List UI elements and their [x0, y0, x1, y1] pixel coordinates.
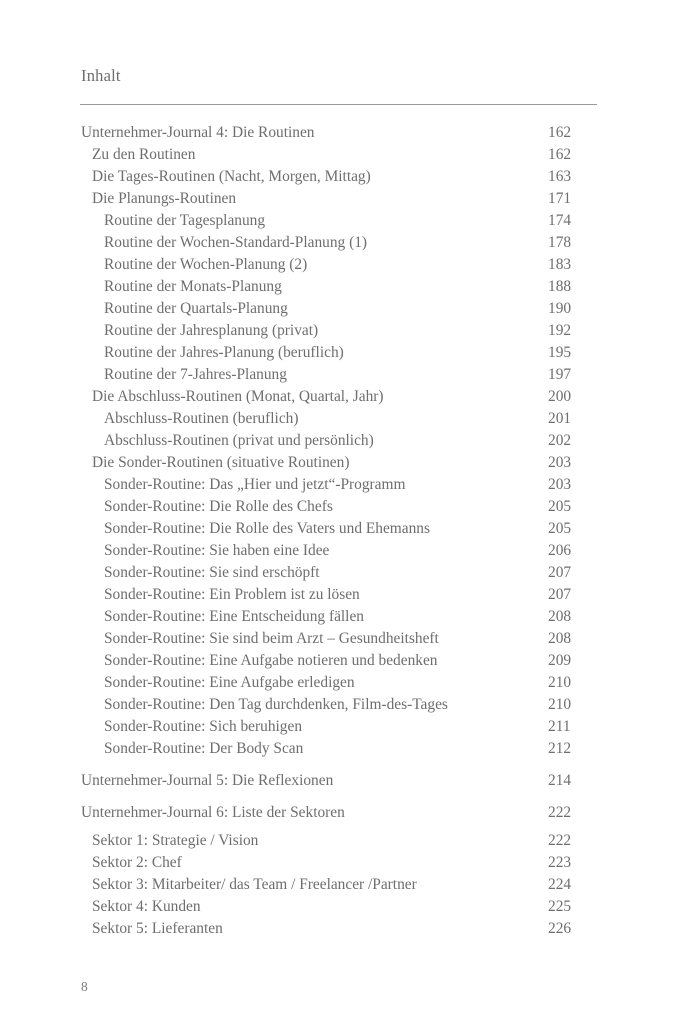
toc-entry-page-number: 174: [548, 212, 572, 229]
toc-entry-title: Die Sonder-Routinen (situative Routinen): [92, 454, 350, 471]
toc-entry-title: Sonder-Routine: Das „Hier und jetzt“-Programm: [104, 476, 406, 493]
toc-entry-title: Die Tages-Routinen (Nacht, Morgen, Mittag): [92, 168, 371, 185]
toc-entry[interactable]: [0, 210, 687, 232]
toc-entry-page-number: 209: [548, 652, 572, 669]
toc-entry-title: Sektor 2: Chef: [92, 854, 182, 871]
toc-entry-title: Sonder-Routine: Die Rolle des Vaters und Ehemanns: [104, 520, 430, 537]
toc-entry-title: Routine der Wochen-Planung (2): [104, 256, 308, 273]
toc-entry-page-number: 223: [548, 854, 572, 871]
toc-entry-page-number: 214: [548, 772, 572, 789]
toc-entry[interactable]: [0, 770, 687, 792]
toc-entry[interactable]: [0, 364, 687, 386]
toc-entry[interactable]: [0, 896, 687, 918]
toc-entry-page-number: 222: [548, 804, 572, 821]
toc-entry-page-number: 206: [548, 542, 572, 559]
toc-entry[interactable]: [0, 830, 687, 852]
toc-entry[interactable]: [0, 320, 687, 342]
toc-entry-page-number: 197: [548, 366, 572, 383]
toc-entry-title: Sonder-Routine: Sie sind erschöpft: [104, 564, 320, 581]
toc-entry-title: Unternehmer-Journal 4: Die Routinen: [81, 124, 315, 141]
toc-entry-page-number: 202: [548, 432, 572, 449]
toc-entry-page-number: 222: [548, 832, 572, 849]
toc-entry-title: Die Abschluss-Routinen (Monat, Quartal, Jahr): [92, 388, 384, 405]
toc-entry-title: Sonder-Routine: Sich beruhigen: [104, 718, 303, 735]
toc-entry-page-number: 162: [548, 146, 572, 163]
toc-entry[interactable]: [0, 298, 687, 320]
toc-entry-title: Routine der Wochen-Standard-Planung (1): [104, 234, 368, 251]
toc-entry-page-number: 211: [548, 718, 571, 735]
toc-entry[interactable]: [0, 408, 687, 430]
toc-entry-page-number: 200: [548, 388, 572, 405]
toc-entry-page-number: 225: [548, 898, 572, 915]
toc-entry[interactable]: [0, 874, 687, 896]
toc-entry[interactable]: [0, 918, 687, 940]
toc-entry[interactable]: [0, 276, 687, 298]
toc-entry-title: Sonder-Routine: Sie sind beim Arzt – Gesundheitsheft: [104, 630, 439, 647]
toc-entry[interactable]: [0, 672, 687, 694]
toc-entry-title: Sonder-Routine: Die Rolle des Chefs: [104, 498, 333, 515]
toc-entry[interactable]: [0, 584, 687, 606]
toc-entry[interactable]: [0, 802, 687, 824]
header-divider: [80, 104, 597, 105]
toc-entry[interactable]: [0, 188, 687, 210]
toc-entry-page-number: 188: [548, 278, 572, 295]
toc-entry[interactable]: [0, 166, 687, 188]
toc-entry-page-number: 171: [548, 190, 572, 207]
toc-entry-page-number: 163: [548, 168, 572, 185]
toc-entry[interactable]: [0, 232, 687, 254]
toc-entry[interactable]: [0, 606, 687, 628]
toc-entry-title: Routine der Jahresplanung (privat): [104, 322, 319, 339]
toc-entry-page-number: 162: [548, 124, 572, 141]
toc-entry-title: Sektor 5: Lieferanten: [92, 920, 223, 937]
toc-entry-page-number: 203: [548, 454, 572, 471]
toc-entry[interactable]: [0, 496, 687, 518]
toc-entry[interactable]: [0, 716, 687, 738]
footer-page-number: 8: [81, 979, 88, 994]
toc-entry-title: Zu den Routinen: [92, 146, 196, 163]
toc-entry-title: Abschluss-Routinen (beruflich): [104, 410, 299, 427]
toc-entry[interactable]: [0, 540, 687, 562]
toc-entry-title: Routine der Monats-Planung: [104, 278, 282, 295]
toc-entry-page-number: 192: [548, 322, 572, 339]
toc-entry[interactable]: [0, 562, 687, 584]
toc-entry[interactable]: [0, 122, 687, 144]
toc-entry[interactable]: [0, 452, 687, 474]
table-of-contents: [0, 122, 687, 940]
toc-entry-page-number: 178: [548, 234, 572, 251]
toc-entry-title: Sektor 4: Kunden: [92, 898, 201, 915]
toc-entry-page-number: 210: [548, 696, 572, 713]
toc-entry[interactable]: [0, 628, 687, 650]
toc-entry[interactable]: [0, 144, 687, 166]
toc-entry-title: Sonder-Routine: Sie haben eine Idee: [104, 542, 330, 559]
toc-entry-page-number: 190: [548, 300, 572, 317]
toc-entry-page-number: 226: [548, 920, 572, 937]
toc-entry-page-number: 208: [548, 630, 572, 647]
toc-entry-page-number: 224: [548, 876, 572, 893]
toc-entry[interactable]: [0, 694, 687, 716]
toc-entry[interactable]: [0, 738, 687, 760]
toc-entry-title: Unternehmer-Journal 5: Die Reflexionen: [81, 772, 334, 789]
toc-entry-page-number: 201: [548, 410, 572, 427]
toc-entry[interactable]: [0, 474, 687, 496]
toc-entry-page-number: 203: [548, 476, 572, 493]
toc-entry-title: Sektor 1: Strategie / Vision: [92, 832, 259, 849]
toc-entry-title: Sonder-Routine: Ein Problem ist zu lösen: [104, 586, 360, 603]
toc-entry-page-number: 205: [548, 498, 572, 515]
toc-entry-title: Sonder-Routine: Der Body Scan: [104, 740, 304, 757]
toc-entry-page-number: 208: [548, 608, 572, 625]
toc-entry-title: Abschluss-Routinen (privat und persönlich): [104, 432, 374, 449]
toc-entry-title: Unternehmer-Journal 6: Liste der Sektoren: [81, 804, 345, 821]
toc-entry-page-number: 212: [548, 740, 572, 757]
toc-entry[interactable]: [0, 342, 687, 364]
toc-entry-title: Sonder-Routine: Eine Entscheidung fällen: [104, 608, 364, 625]
toc-entry-title: Sonder-Routine: Eine Aufgabe erledigen: [104, 674, 355, 691]
toc-entry-title: Routine der 7-Jahres-Planung: [104, 366, 287, 383]
toc-entry-page-number: 195: [548, 344, 572, 361]
toc-entry-title: Sonder-Routine: Eine Aufgabe notieren und bedenken: [104, 652, 438, 669]
toc-entry-title: Die Planungs-Routinen: [92, 190, 237, 207]
toc-entry[interactable]: [0, 518, 687, 540]
toc-entry-title: Routine der Tagesplanung: [104, 212, 266, 229]
toc-entry-page-number: 183: [548, 256, 572, 273]
toc-entry-title: Routine der Quartals-Planung: [104, 300, 288, 317]
toc-entry[interactable]: [0, 430, 687, 452]
toc-entry-page-number: 207: [548, 564, 572, 581]
toc-entry-page-number: 207: [548, 586, 572, 603]
toc-entry-title: Sonder-Routine: Den Tag durchdenken, Film-des-Tages: [104, 696, 448, 713]
toc-entry-page-number: 205: [548, 520, 572, 537]
toc-entry[interactable]: [0, 254, 687, 276]
toc-entry[interactable]: [0, 852, 687, 874]
toc-entry[interactable]: [0, 650, 687, 672]
toc-entry-title: Routine der Jahres-Planung (beruflich): [104, 344, 344, 361]
toc-entry-title: Sektor 3: Mitarbeiter/ das Team / Freelancer /Partner: [92, 876, 417, 893]
toc-entry[interactable]: [0, 386, 687, 408]
toc-entry-page-number: 210: [548, 674, 572, 691]
page-title: Inhalt: [81, 66, 121, 85]
